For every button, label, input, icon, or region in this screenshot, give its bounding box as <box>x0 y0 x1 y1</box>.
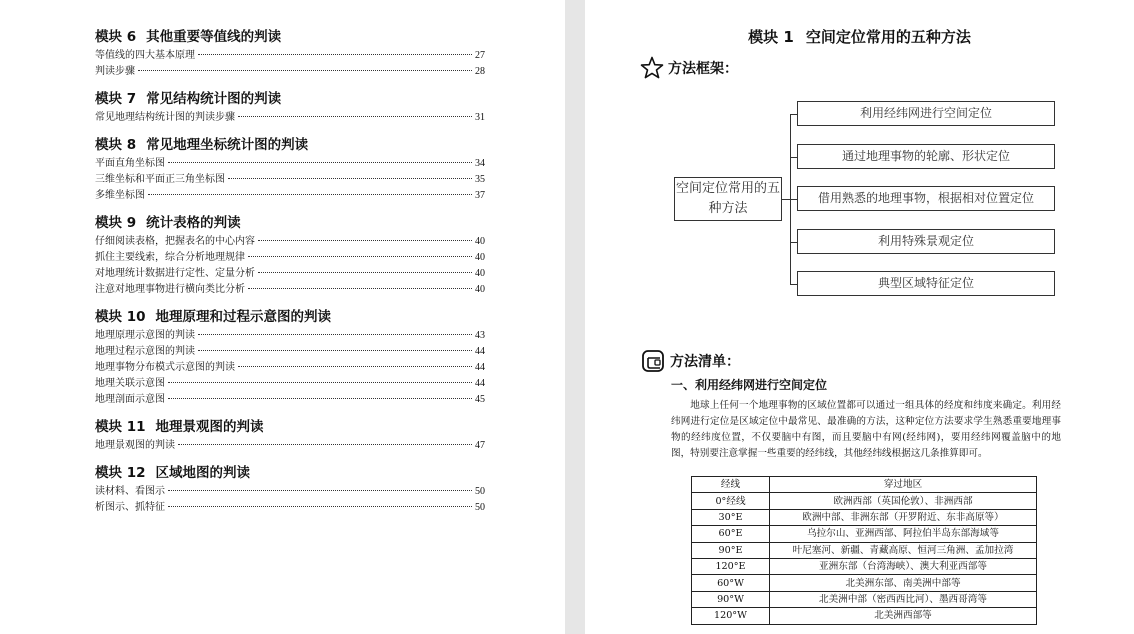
toc-page-number: 44 <box>475 362 485 373</box>
region-cell: 北美洲东部、南美洲中部等 <box>770 575 1037 591</box>
toc-entry-text: 注意对地理事物进行横向类比分析 <box>95 284 245 295</box>
toc-page-number: 37 <box>475 190 485 201</box>
longitude-cell: 120°E <box>692 558 770 574</box>
toc-module-heading[interactable] <box>95 26 485 48</box>
connector-line <box>790 199 797 200</box>
toc-page-number: 40 <box>475 252 485 263</box>
toc-entry[interactable] <box>95 392 485 408</box>
module-title <box>585 26 1134 47</box>
toc-entry-text: 地理关联示意图 <box>95 378 165 389</box>
connector-line <box>782 199 790 200</box>
toc-module-heading[interactable] <box>95 212 485 234</box>
toc-entry[interactable] <box>95 172 485 188</box>
toc-section <box>95 306 485 408</box>
region-cell: 叶尼塞河、新疆、青藏高原、恒河三角洲、孟加拉湾 <box>770 542 1037 558</box>
toc-page-number: 28 <box>475 66 485 77</box>
toc-leader-dots <box>228 178 472 179</box>
toc-page-number: 45 <box>475 394 485 405</box>
toc-page-number: 50 <box>475 502 485 513</box>
toc-module-number: 模块 6 <box>95 29 137 45</box>
toc-section <box>95 134 485 204</box>
toc-entry[interactable] <box>95 188 485 204</box>
toc-section <box>95 26 485 80</box>
toc-module-title: 其他重要等值线的判读 <box>146 29 282 45</box>
toc-leader-dots <box>238 366 472 367</box>
toc-entry[interactable] <box>95 110 485 126</box>
table-body <box>692 493 1037 624</box>
toc-page-number: 35 <box>475 174 485 185</box>
toc-page-number: 44 <box>475 346 485 357</box>
toc-module-number: 模块 9 <box>95 215 137 231</box>
framework-heading <box>640 56 738 80</box>
longitude-cell: 90°W <box>692 591 770 607</box>
connector-line <box>790 242 797 243</box>
toc-section <box>95 462 485 516</box>
toc-entry-text: 常见地理结构统计图的判读步骤 <box>95 112 235 123</box>
connector-line <box>790 284 797 285</box>
toc-entry[interactable] <box>95 266 485 282</box>
toc-leader-dots <box>198 350 472 351</box>
table-row <box>692 526 1037 542</box>
list-heading-text: 方法清单： <box>670 354 740 370</box>
toc-entry-text: 平面直角坐标图 <box>95 158 165 169</box>
toc-entry-text: 等值线的四大基本原理 <box>95 50 195 61</box>
toc-module-number: 模块 12 <box>95 465 146 481</box>
module-page <box>585 0 1134 634</box>
longitude-cell: 0°经线 <box>692 493 770 509</box>
framework-item-box: 通过地理事物的轮廓、形状定位 <box>797 144 1055 169</box>
toc-module-heading[interactable] <box>95 416 485 438</box>
clipboard-icon <box>640 348 666 374</box>
framework-heading-text: 方法框架： <box>668 61 738 77</box>
toc-entry[interactable] <box>95 500 485 516</box>
region-cell: 北美洲西部等 <box>770 608 1037 624</box>
body-paragraph: 地球上任何一个地理事物的区域位置都可以通过一组具体的经度和纬度来确定。利用经纬网进行定位是区域定位中最常见、最准确的方法，这种定位方法要求学生熟悉重要地理事物的经纬度位置，不仅要脑中有图，而且要脑中有网(经纬网)，要用经纬网覆盖脑中的地图，特别要注意掌握一些重要的经纬线，其他经纬线根据这几条推算即可。 <box>671 400 1061 459</box>
framework-item-box: 利用经纬网进行空间定位 <box>797 101 1055 126</box>
table-row <box>692 575 1037 591</box>
toc-leader-dots <box>168 398 472 399</box>
toc-leader-dots <box>138 70 472 71</box>
table-of-contents <box>95 26 485 524</box>
toc-module-title: 区域地图的判读 <box>155 465 250 481</box>
table-header-cell: 穿过地区 <box>770 477 1037 493</box>
longitude-cell: 60°E <box>692 526 770 542</box>
toc-page-number: 43 <box>475 330 485 341</box>
connector-line <box>790 114 797 115</box>
toc-page-number: 27 <box>475 50 485 61</box>
framework-item-box: 利用特殊景观定位 <box>797 229 1055 254</box>
toc-entry-text: 地理剖面示意图 <box>95 394 165 405</box>
toc-module-number: 模块 10 <box>95 309 146 325</box>
list-heading <box>640 348 740 374</box>
toc-page-number: 44 <box>475 378 485 389</box>
star-icon <box>640 56 664 80</box>
longitude-cell: 30°E <box>692 509 770 525</box>
toc-section <box>95 416 485 454</box>
toc-entry-text: 多维坐标图 <box>95 190 145 201</box>
toc-page-number: 31 <box>475 112 485 123</box>
toc-entry[interactable] <box>95 344 485 360</box>
toc-page-number: 47 <box>475 440 485 451</box>
toc-entry-text: 地理事物分布模式示意图的判读 <box>95 362 235 373</box>
toc-module-heading[interactable] <box>95 306 485 328</box>
toc-entry[interactable] <box>95 250 485 266</box>
toc-entry-text: 仔细阅读表格，把握表名的中心内容 <box>95 236 255 247</box>
region-cell: 亚洲东部（台湾海峡）、澳大利亚西部等 <box>770 558 1037 574</box>
toc-leader-dots <box>168 490 472 491</box>
table-row <box>692 591 1037 607</box>
toc-leader-dots <box>238 116 472 117</box>
framework-root-box: 空间定位常用的五种方法 <box>674 177 782 221</box>
toc-entry[interactable] <box>95 234 485 250</box>
toc-leader-dots <box>258 272 472 273</box>
region-cell: 欧洲西部（英国伦敦）、非洲西部 <box>770 493 1037 509</box>
toc-page <box>0 0 565 634</box>
table-row <box>692 608 1037 624</box>
toc-entry[interactable] <box>95 438 485 454</box>
toc-entry[interactable] <box>95 376 485 392</box>
toc-entry-text: 地理过程示意图的判读 <box>95 346 195 357</box>
toc-entry[interactable] <box>95 360 485 376</box>
toc-module-title: 常见地理坐标统计图的判读 <box>146 137 309 153</box>
toc-leader-dots <box>198 54 472 55</box>
toc-module-title: 地理景观图的判读 <box>155 419 264 435</box>
toc-entry-text: 读材料、看图示 <box>95 486 165 497</box>
toc-module-number: 模块 11 <box>95 419 146 435</box>
toc-leader-dots <box>168 506 472 507</box>
toc-module-title: 地理原理和过程示意图的判读 <box>155 309 331 325</box>
toc-leader-dots <box>258 240 472 241</box>
module-number: 模块 1 <box>748 28 794 46</box>
table-header-row <box>692 477 1037 493</box>
toc-leader-dots <box>248 288 472 289</box>
toc-module-title: 统计表格的判读 <box>146 215 241 231</box>
toc-entry-text: 地理景观图的判读 <box>95 440 175 451</box>
toc-module-number: 模块 7 <box>95 91 137 107</box>
longitude-cell: 90°E <box>692 542 770 558</box>
toc-leader-dots <box>198 334 472 335</box>
toc-entry-text: 三维坐标和平面正三角坐标图 <box>95 174 225 185</box>
toc-entry[interactable] <box>95 282 485 298</box>
toc-page-number: 40 <box>475 236 485 247</box>
toc-entry[interactable] <box>95 484 485 500</box>
toc-leader-dots <box>168 162 472 163</box>
toc-entry-text: 对地理统计数据进行定性、定量分析 <box>95 268 255 279</box>
table-row <box>692 493 1037 509</box>
toc-page-number: 50 <box>475 486 485 497</box>
region-cell: 乌拉尔山、亚洲西部、阿拉伯半岛东部海域等 <box>770 526 1037 542</box>
table-row <box>692 558 1037 574</box>
framework-item-box: 典型区域特征定位 <box>797 271 1055 296</box>
toc-module-title: 常见结构统计图的判读 <box>146 91 282 107</box>
toc-entry[interactable] <box>95 328 485 344</box>
toc-entry[interactable] <box>95 64 485 80</box>
table-header-cell: 经线 <box>692 477 770 493</box>
toc-module-heading[interactable] <box>95 134 485 156</box>
toc-entry-text: 析图示、抓特征 <box>95 502 165 513</box>
toc-page-number: 40 <box>475 284 485 295</box>
region-cell: 北美洲中部（密西西比河）、墨西哥湾等 <box>770 591 1037 607</box>
toc-leader-dots <box>148 194 472 195</box>
framework-item-box: 借用熟悉的地理事物，根据相对位置定位 <box>797 186 1055 211</box>
toc-entry[interactable] <box>95 48 485 64</box>
module-title-text: 空间定位常用的五种方法 <box>805 28 971 46</box>
toc-page-number: 40 <box>475 268 485 279</box>
longitude-cell: 60°W <box>692 575 770 591</box>
table-row <box>692 509 1037 525</box>
toc-section <box>95 212 485 298</box>
toc-leader-dots <box>178 444 472 445</box>
toc-module-heading[interactable] <box>95 88 485 110</box>
toc-leader-dots <box>168 382 472 383</box>
longitude-table <box>691 476 1037 625</box>
toc-entry-text: 抓住主要线索，综合分析地理规律 <box>95 252 245 263</box>
toc-entry-text: 地理原理示意图的判读 <box>95 330 195 341</box>
region-cell: 欧洲中部、非洲东部（开罗附近、东非高原等） <box>770 509 1037 525</box>
toc-module-heading[interactable] <box>95 462 485 484</box>
toc-entry-text: 判读步骤 <box>95 66 135 77</box>
toc-leader-dots <box>248 256 472 257</box>
toc-module-number: 模块 8 <box>95 137 137 153</box>
subsection-heading: 一、利用经纬网进行空间定位 <box>671 378 828 392</box>
connector-line <box>790 157 797 158</box>
table-row <box>692 542 1037 558</box>
toc-page-number: 34 <box>475 158 485 169</box>
longitude-cell: 120°W <box>692 608 770 624</box>
toc-section <box>95 88 485 126</box>
toc-entry[interactable] <box>95 156 485 172</box>
